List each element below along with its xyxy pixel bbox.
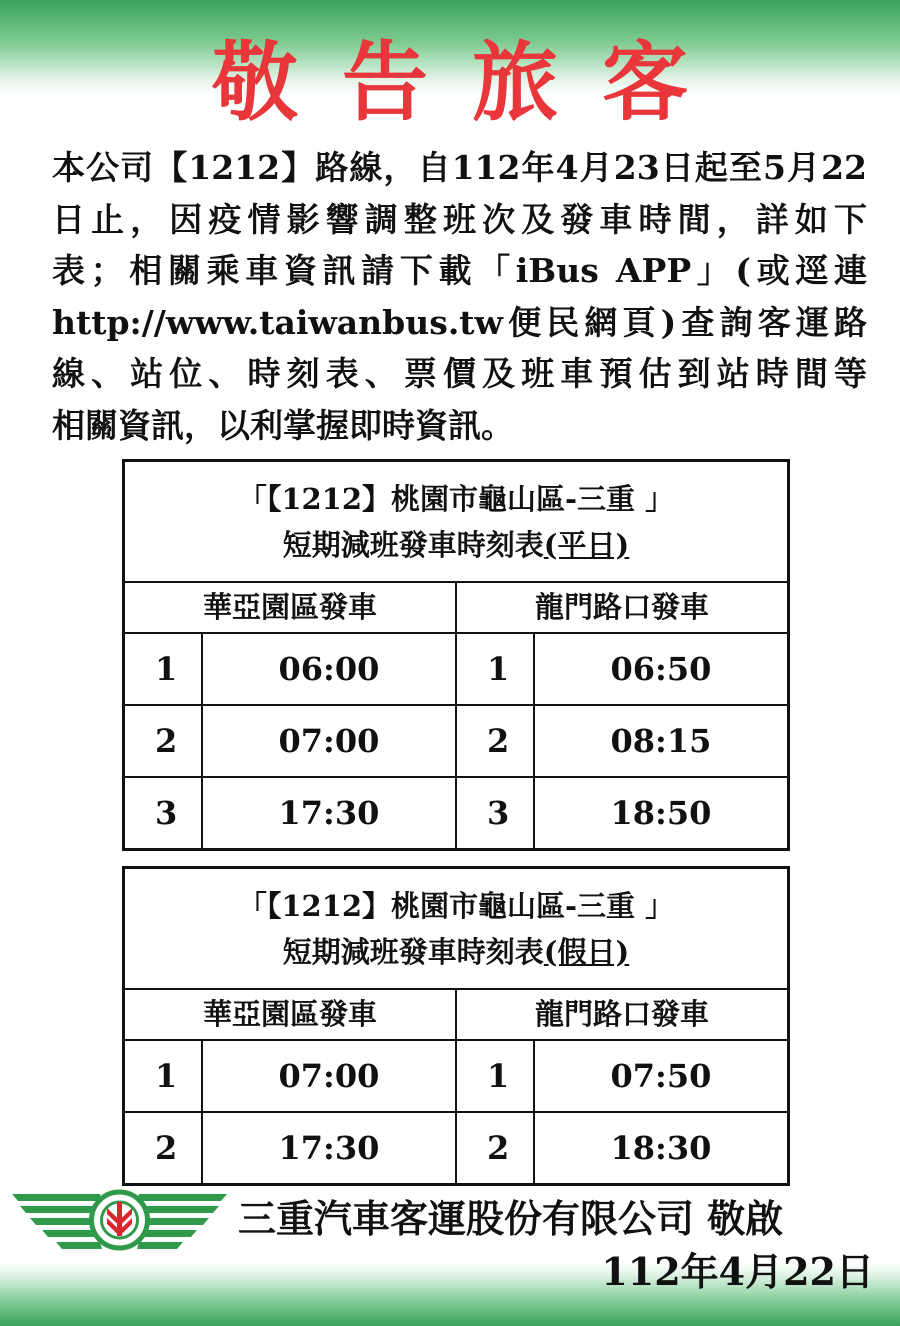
notice-date: 112年4月22日 [601,1249,874,1294]
header-longmen: 龍門路口發車 [455,583,787,632]
table-row [125,1111,787,1183]
notice-body [52,142,867,451]
notice-title: 敬告旅客 [212,32,732,133]
table-row [125,1041,787,1111]
departure-time: 17:30 [203,1113,457,1183]
notice-line: http://www.taiwanbus.tw便民網頁)查詢客運路 [52,302,867,342]
departure-time: 07:50 [610,1057,712,1095]
departure-time: 18:50 [610,794,712,832]
notice-line: 表；相關乘車資訊請下載「iBus APP」(或逕連 [52,251,867,290]
table-caption [125,462,787,583]
table-subtitle [125,929,787,975]
header-row [125,583,787,634]
trip-number: 3 [457,778,535,848]
subtitle-text: 短期減班發車時刻表 [282,935,544,969]
weekday-schedule-table [122,459,790,851]
header-huaya: 華亞園區發車 [202,590,377,624]
route-line: 「【1212】桃園市龜山區-三重 」 [237,889,675,923]
trip-number: 1 [125,634,203,704]
header-row [125,990,787,1041]
company-signature: 三重汽車客運股份有限公司 敬啟 [238,1196,784,1241]
day-type: (假日) [543,935,630,969]
notice-line: 相關資訊，以利掌握即時資訊。 [52,405,514,445]
table-row [125,704,787,776]
header-longmen: 龍門路口發車 [455,990,787,1039]
trip-number: 1 [125,1041,203,1111]
table-row [125,776,787,848]
day-type: (平日) [543,528,630,562]
departure-time: 06:00 [203,634,457,704]
holiday-schedule-table [122,866,790,1186]
trip-number: 2 [125,1113,203,1183]
trip-number: 2 [457,1113,535,1183]
table-row [125,634,787,704]
trip-number: 1 [457,634,535,704]
departure-time: 08:15 [610,722,712,760]
departure-time: 17:30 [203,778,457,848]
table-caption [125,869,787,990]
trip-number: 2 [457,706,535,776]
trip-number: 2 [125,706,203,776]
departure-time: 18:30 [610,1129,712,1167]
subtitle-text: 短期減班發車時刻表 [282,528,544,562]
header-huaya: 華亞園區發車 [202,997,377,1031]
notice-line: 線、站位、時刻表、票價及班車預估到站時間等 [52,354,867,393]
departure-time: 07:00 [203,1041,457,1111]
sanchung-bus-logo-icon [12,1182,227,1262]
table-subtitle [125,522,787,568]
departure-time: 06:50 [610,650,712,688]
notice-line: 本公司【1212】路線，自112年4月23日起至5月22 [52,148,867,187]
route-line: 「【1212】桃園市龜山區-三重 」 [237,482,675,516]
trip-number: 3 [125,778,203,848]
departure-time: 07:00 [203,706,457,776]
notice-line: 日止，因疫情影響調整班次及發車時間，詳如下 [52,199,867,239]
trip-number: 1 [457,1041,535,1111]
